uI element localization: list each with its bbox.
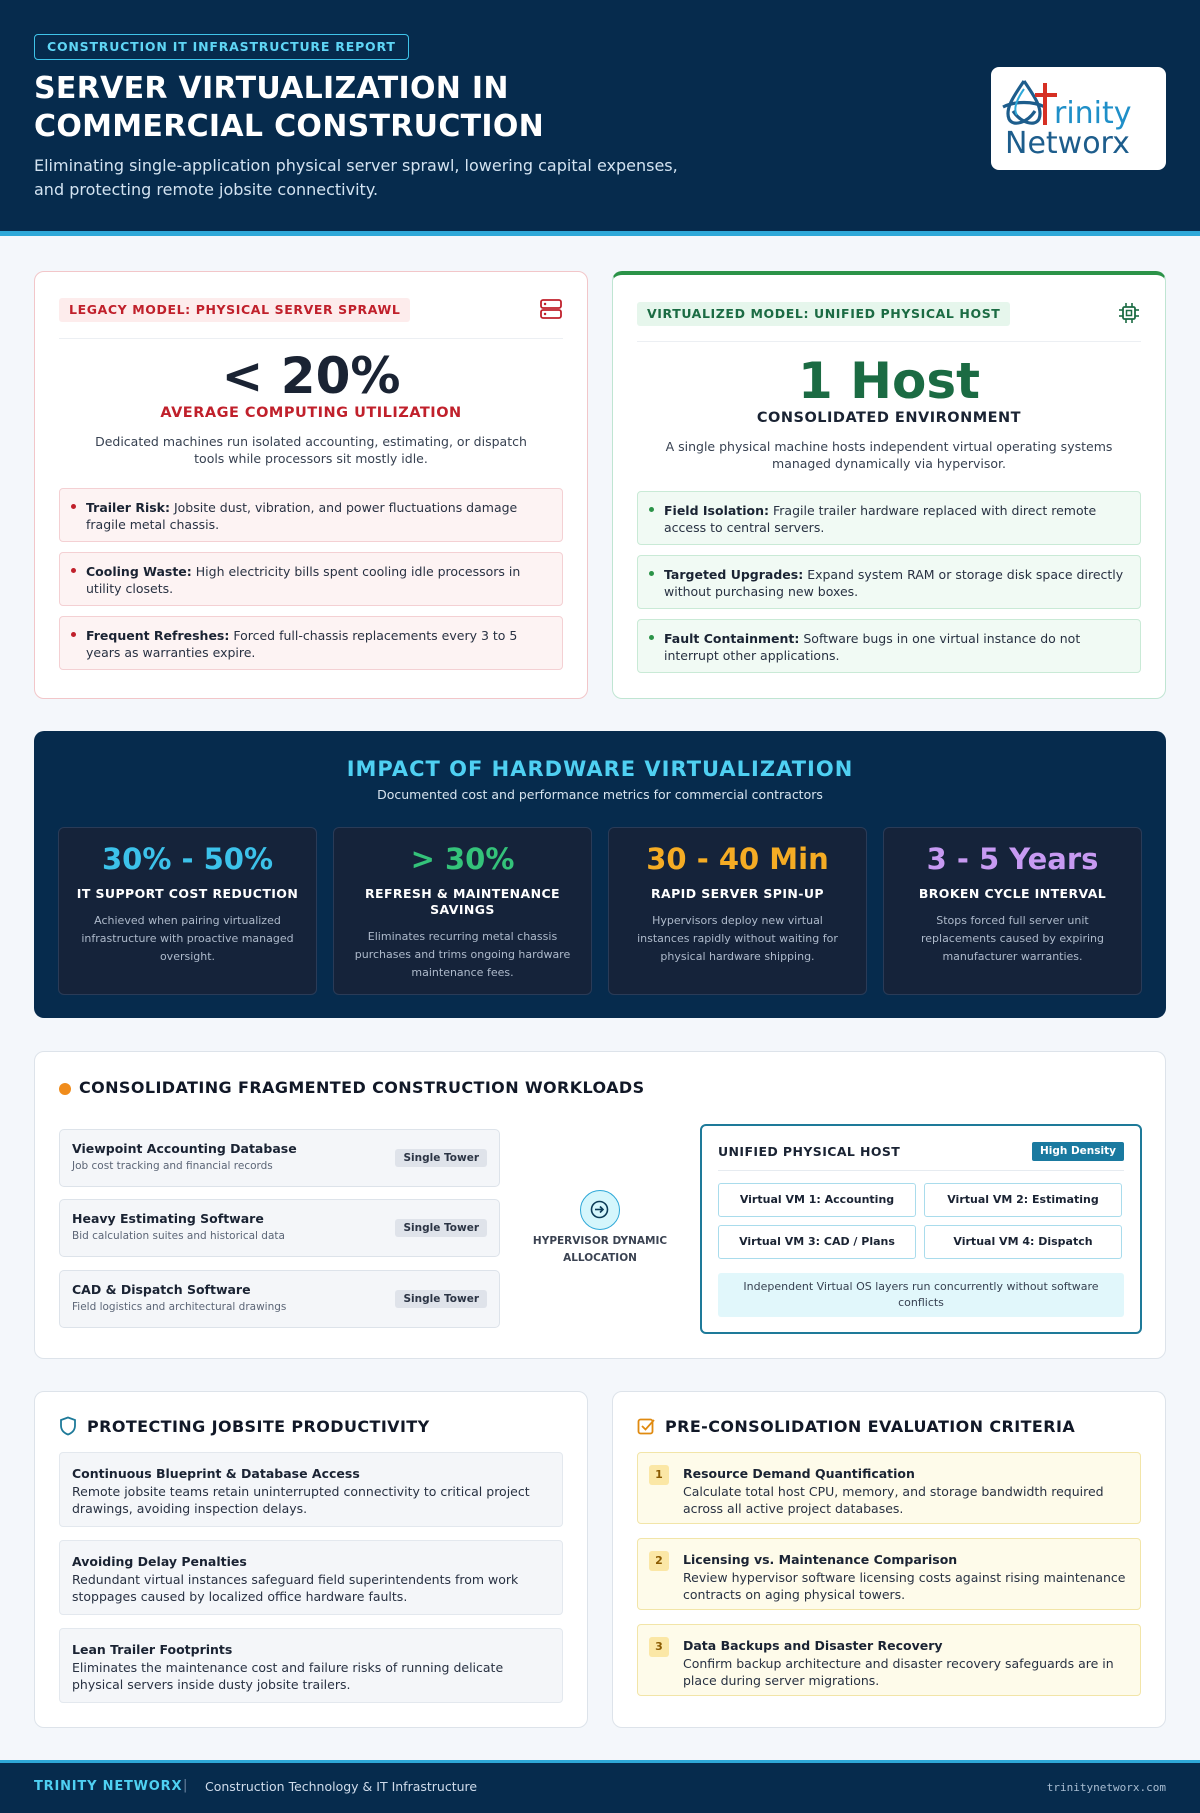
legacy-stat-value: < 20% (221, 347, 401, 405)
virtualized-stat-value: 1 Host (797, 352, 981, 410)
section-bullet-icon (59, 1083, 71, 1095)
metric-label: IT SUPPORT COST REDUCTION (76, 886, 299, 901)
metric-description-line: physical hardware shipping. (660, 950, 815, 963)
workload-description: Bid calculation suites and historical data (72, 1230, 285, 1242)
checkbox-icon (637, 1416, 655, 1436)
metric-card (58, 827, 317, 995)
item-title: Resource Demand Quantification (683, 1466, 915, 1481)
workload-description: Field logistics and architectural drawings (72, 1301, 287, 1313)
criteria-section (612, 1391, 1166, 1728)
bullet-dot (71, 632, 76, 637)
logo-text-1: rinity (1054, 96, 1132, 131)
hypervisor-label-line: HYPERVISOR DYNAMIC (532, 1235, 668, 1247)
host-note: Independent Virtual OS layers run concurrently without software conflicts (718, 1273, 1124, 1317)
cpu-chip-icon (1117, 301, 1141, 325)
workload-badge: Single Tower (395, 1219, 487, 1237)
footer-separator: | (183, 1778, 188, 1793)
metric-value: 30 - 40 Min (646, 842, 829, 876)
virtualized-tag: VIRTUALIZED MODEL: UNIFIED PHYSICAL HOST (637, 302, 1010, 326)
footer (0, 1760, 1200, 1813)
subtitle-line-1: Eliminating single-application physical server sprawl, lowering capital expenses, (34, 156, 678, 175)
subtitle-line-2: and protecting remote jobsite connectivity. (34, 180, 379, 199)
workload-name: CAD & Dispatch Software (72, 1282, 251, 1297)
host-badge: High Density (1032, 1142, 1124, 1161)
virtualized-stat-label: CONSOLIDATED ENVIRONMENT (756, 410, 1022, 426)
unified-host-box (700, 1124, 1142, 1334)
virtualized-bullet (637, 619, 1141, 673)
productivity-item (59, 1628, 563, 1703)
metric-description-line: Achieved when pairing virtualized (94, 914, 281, 927)
report-kicker: CONSTRUCTION IT INFRASTRUCTURE REPORT (34, 34, 409, 60)
virtualized-bullet (637, 555, 1141, 609)
step-number: 3 (649, 1637, 669, 1657)
bullet-text: Fragile trailer hardware replaced with direct remote access to central servers. (664, 503, 1097, 535)
arrow-right-glyph (581, 1191, 618, 1228)
divider (59, 338, 563, 339)
server-icon (539, 297, 563, 321)
vm-tile: Virtual VM 3: CAD / Plans (718, 1225, 916, 1259)
page-subtitle (34, 154, 714, 202)
bullet-title: Cooling Waste: (86, 564, 192, 579)
metric-description-line: Eliminates recurring metal chassis (367, 930, 558, 943)
workloads-title: CONSOLIDATING FRAGMENTED CONSTRUCTION WORKLOADS (79, 1078, 645, 1097)
impact-panel (34, 731, 1166, 1018)
virtualized-stat-description: A single physical machine hosts independent virtual operating systems managed dynamically via hypervisor. (665, 439, 1113, 471)
bullet-text: Software bugs in one virtual instance do not interrupt other applications. (664, 631, 1081, 663)
metric-label: BROKEN CYCLE INTERVAL (918, 886, 1107, 901)
item-title: Licensing vs. Maintenance Comparison (683, 1552, 958, 1567)
host-title: UNIFIED PHYSICAL HOST (718, 1144, 901, 1159)
metric-description (352, 928, 573, 982)
metric-description (627, 912, 848, 966)
footer-brand: TRINITY NETWORX (34, 1779, 183, 1794)
criteria-item (637, 1624, 1141, 1696)
metric-description (77, 912, 298, 966)
bullet-title: Frequent Refreshes: (86, 628, 230, 643)
divider (718, 1170, 1124, 1171)
metric-value: 30% - 50% (101, 842, 274, 876)
bullet-text: Expand system RAM or storage disk space directly without purchasing new boxes. (664, 567, 1124, 599)
item-description: Eliminates the maintenance cost and failure risks of running delicate physical servers inside dusty jobsite trailers. (72, 1660, 504, 1692)
hypervisor-label-line: ALLOCATION (563, 1252, 637, 1264)
item-description: Review hypervisor software licensing costs against rising maintenance contracts on aging physical towers. (683, 1570, 1126, 1602)
title-line-1: SERVER VIRTUALIZATION IN (34, 71, 509, 106)
item-title: Continuous Blueprint & Database Access (72, 1466, 360, 1481)
criteria-title: PRE-CONSOLIDATION EVALUATION CRITERIA (665, 1417, 1076, 1436)
virtualized-model-card (612, 271, 1166, 699)
workload-badge: Single Tower (395, 1149, 487, 1167)
criteria-item (637, 1538, 1141, 1610)
divider (637, 341, 1141, 342)
legacy-bullet (59, 552, 563, 606)
header (0, 0, 1200, 236)
workload-item (59, 1199, 500, 1257)
trinity-networx-logo (991, 67, 1166, 170)
metric-description (902, 912, 1123, 966)
bullet-dot (649, 571, 654, 576)
metric-description-line: replacements caused by expiring (920, 932, 1105, 945)
metric-description-line: purchases and trims ongoing hardware (354, 948, 571, 961)
metric-card (333, 827, 592, 995)
impact-subtitle: Documented cost and performance metrics for commercial contractors (377, 787, 823, 802)
productivity-item (59, 1540, 563, 1615)
workloads-section (34, 1051, 1166, 1359)
item-description: Confirm backup architecture and disaster recovery safeguards are in place during server migrations. (683, 1656, 1114, 1688)
shield-icon (59, 1416, 77, 1436)
hypervisor-label (525, 1233, 675, 1267)
productivity-item (59, 1452, 563, 1527)
bullet-dot (71, 568, 76, 573)
metric-description-line: instances rapidly without waiting for (637, 932, 838, 945)
workload-name: Viewpoint Accounting Database (72, 1141, 297, 1156)
item-description: Calculate total host CPU, memory, and storage bandwidth required across all active project databases. (683, 1484, 1104, 1516)
legacy-tag: LEGACY MODEL: PHYSICAL SERVER SPRAWL (59, 298, 410, 322)
workload-name: Heavy Estimating Software (72, 1211, 264, 1226)
metric-description-line: infrastructure with proactive managed (81, 932, 294, 945)
metric-label-line: SAVINGS (430, 902, 495, 917)
bullet-dot (71, 504, 76, 509)
page-title (34, 70, 674, 146)
productivity-section (34, 1391, 588, 1728)
bullet-dot (649, 507, 654, 512)
item-description: Redundant virtual instances safeguard field superintendents from work stoppages caused by localized office hardware faults. (72, 1572, 519, 1604)
workload-badge: Single Tower (395, 1290, 487, 1308)
legacy-bullet (59, 488, 563, 542)
legacy-bullet (59, 616, 563, 670)
metric-label-line: REFRESH & MAINTENANCE (365, 886, 560, 901)
criteria-item (637, 1452, 1141, 1524)
metric-description-line: oversight. (159, 950, 216, 963)
step-number: 1 (649, 1465, 669, 1485)
item-description: Remote jobsite teams retain uninterrupted connectivity to critical project drawings, avoiding inspection delays. (72, 1484, 530, 1516)
workload-item (59, 1270, 500, 1328)
arrow-right-icon (580, 1190, 620, 1230)
bullet-text: Jobsite dust, vibration, and power fluctuations damage fragile metal chassis. (86, 500, 518, 532)
metric-description-line: Stops forced full server unit (936, 914, 1089, 927)
legacy-stat-label: AVERAGE COMPUTING UTILIZATION (160, 405, 462, 421)
virtualized-bullet (637, 491, 1141, 545)
productivity-title: PROTECTING JOBSITE PRODUCTIVITY (87, 1417, 430, 1436)
item-title: Data Backups and Disaster Recovery (683, 1638, 943, 1653)
bullet-title: Fault Containment: (664, 631, 800, 646)
vm-tile: Virtual VM 2: Estimating (924, 1183, 1122, 1217)
bullet-text: High electricity bills spent cooling idle processors in utility closets. (86, 564, 521, 596)
vm-tile: Virtual VM 1: Accounting (718, 1183, 916, 1217)
step-number: 2 (649, 1551, 669, 1571)
metric-description-line: Hypervisors deploy new virtual (652, 914, 823, 927)
footer-url[interactable]: trinitynetworx.com (1046, 1781, 1166, 1794)
workload-item (59, 1129, 500, 1187)
logo-text-2: Networx (1005, 126, 1130, 161)
metric-value: > 30% (410, 842, 515, 876)
title-line-2: COMMERCIAL CONSTRUCTION (34, 109, 545, 144)
metric-label (350, 886, 575, 918)
bullet-dot (649, 635, 654, 640)
metric-card (608, 827, 867, 995)
impact-title: IMPACT OF HARDWARE VIRTUALIZATION (346, 757, 854, 781)
item-title: Avoiding Delay Penalties (72, 1554, 247, 1569)
footer-tagline: Construction Technology & IT Infrastructure (205, 1779, 478, 1794)
metric-card (883, 827, 1142, 995)
workload-description: Job cost tracking and financial records (72, 1160, 273, 1172)
metric-label: RAPID SERVER SPIN-UP (651, 886, 824, 901)
metric-description-line: manufacturer warranties. (942, 950, 1083, 963)
vm-tile: Virtual VM 4: Dispatch (924, 1225, 1122, 1259)
bullet-title: Field Isolation: (664, 503, 770, 518)
bullet-title: Trailer Risk: (86, 500, 170, 515)
item-title: Lean Trailer Footprints (72, 1642, 233, 1657)
metric-description-line: maintenance fees. (411, 966, 514, 979)
bullet-title: Targeted Upgrades: (664, 567, 804, 582)
metric-value: 3 - 5 Years (926, 842, 1099, 876)
bullet-text: Forced full-chassis replacements every 3 to 5 years as warranties expire. (86, 628, 518, 660)
legacy-stat-description: Dedicated machines run isolated accounting, estimating, or dispatch tools while processors sit mostly idle. (95, 434, 527, 466)
legacy-model-card (34, 271, 588, 699)
logo-mark-icon (991, 67, 1166, 170)
